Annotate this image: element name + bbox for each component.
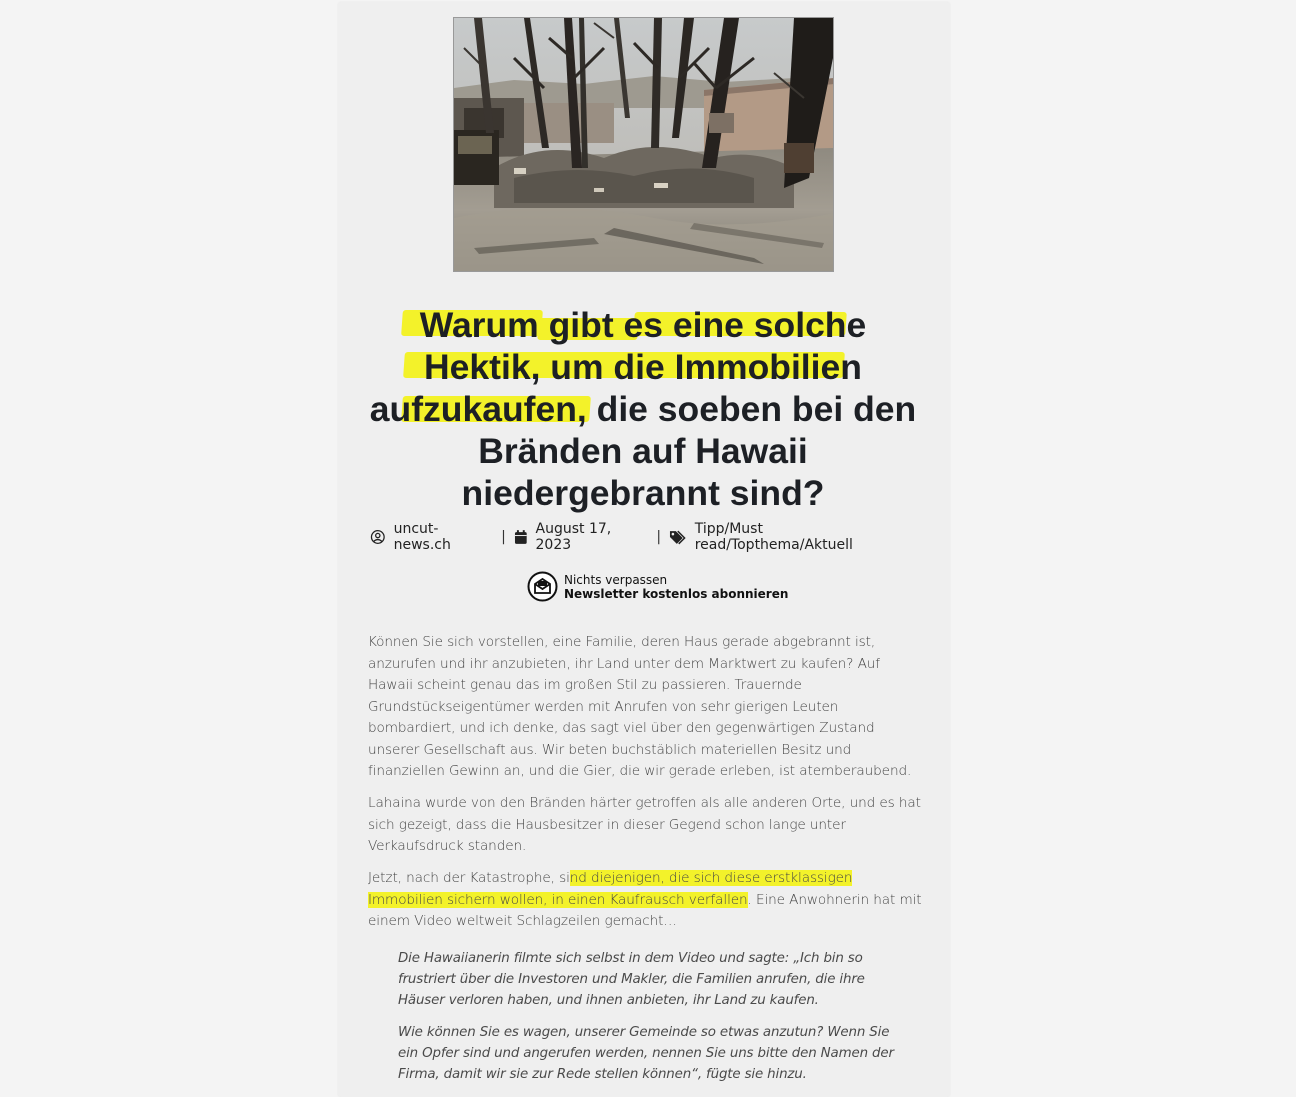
meta-author[interactable] (370, 521, 493, 553)
calendar-icon (514, 529, 528, 545)
paragraph-3-end: . Eine Anwohnerin hat mit einem Video weltweit Schlagzeilen gemacht… (368, 891, 922, 929)
meta-separator: | (501, 529, 506, 545)
article-image (453, 17, 834, 272)
article-body (368, 632, 924, 943)
meta-author-text: uncut-news.ch (393, 521, 451, 553)
meta-categories-text: Tipp/Must read/Topthema/Aktuell (694, 521, 853, 553)
article-meta (370, 521, 920, 553)
newsletter-line1: Nichts verpassen (564, 572, 668, 587)
meta-categories[interactable] (669, 521, 920, 553)
paragraph-1: Können Sie sich vorstellen, eine Familie, deren Haus gerade abgebrannt ist, anzurufen und ihr anzubieten, ihr Land unter dem Marktwert zu kaufen? Auf Hawaii scheint genau das im großen Stil zu passieren. Trauernde Grundstückseigentümer werden mit Anrufen von sehr gierigen Leuten bombardiert, und ich denke, das sagt viel über den gegenwärtigen Zustand unserer Gesellschaft aus. Wir beten buchstäblich materiellen Besitz und finanziellen Gewinn an, und die Gier, die wir gerade erleben, ist atemberaubend. (368, 634, 912, 779)
newsletter-text (564, 573, 788, 601)
envelope-open-icon (527, 571, 558, 602)
paragraph-3-start: Jetzt, nach der Katastrophe, si (368, 870, 570, 886)
meta-separator: | (656, 529, 662, 545)
paragraph-3-highlight: nd diejenigen, die sich diese erstklassigen Immobilien sichern wollen, in einen Kaufrausch verfallen (368, 870, 853, 908)
article-quote (398, 948, 898, 1096)
newsletter-link[interactable] (527, 571, 788, 602)
paragraph-3 (368, 868, 924, 933)
quote-paragraph-2: Wie können Sie es wagen, unserer Gemeinde so etwas anzutun? Wenn Sie ein Opfer sind und angerufen werden, nennen Sie uns bitte den Namen der Firma, damit wir sie zur Rede stellen können“, fügte sie hinzu. (398, 1025, 894, 1082)
quote-paragraph-1: Die Hawaiianerin filmte sich selbst in dem Video und sagte: „Ich bin so frustriert über die Investoren und Makler, die Familien anrufen, die ihre Häuser verloren haben, und ihnen anbieten, ihr Land zu kaufen. (398, 951, 865, 1008)
article-title: Warum gibt es eine solche Hektik, um die Immobilien aufzukaufen, die soeben bei den Bränden auf Hawaii niedergebrannt sind? (369, 305, 917, 513)
meta-date[interactable] (514, 521, 649, 553)
user-circle-icon (370, 529, 386, 545)
burned-houses-picture (454, 18, 834, 272)
meta-date-text: August 17, 2023 (535, 521, 612, 553)
paragraph-2: Lahaina wurde von den Bränden härter getroffen als alle anderen Orte, und es hat sich gezeigt, dass die Hausbesitzer in dieser Gegend schon lange unter Verkaufsdruck standen. (368, 795, 921, 854)
tags-icon (669, 529, 687, 545)
newsletter-line2: Newsletter kostenlos abonnieren (564, 586, 789, 601)
